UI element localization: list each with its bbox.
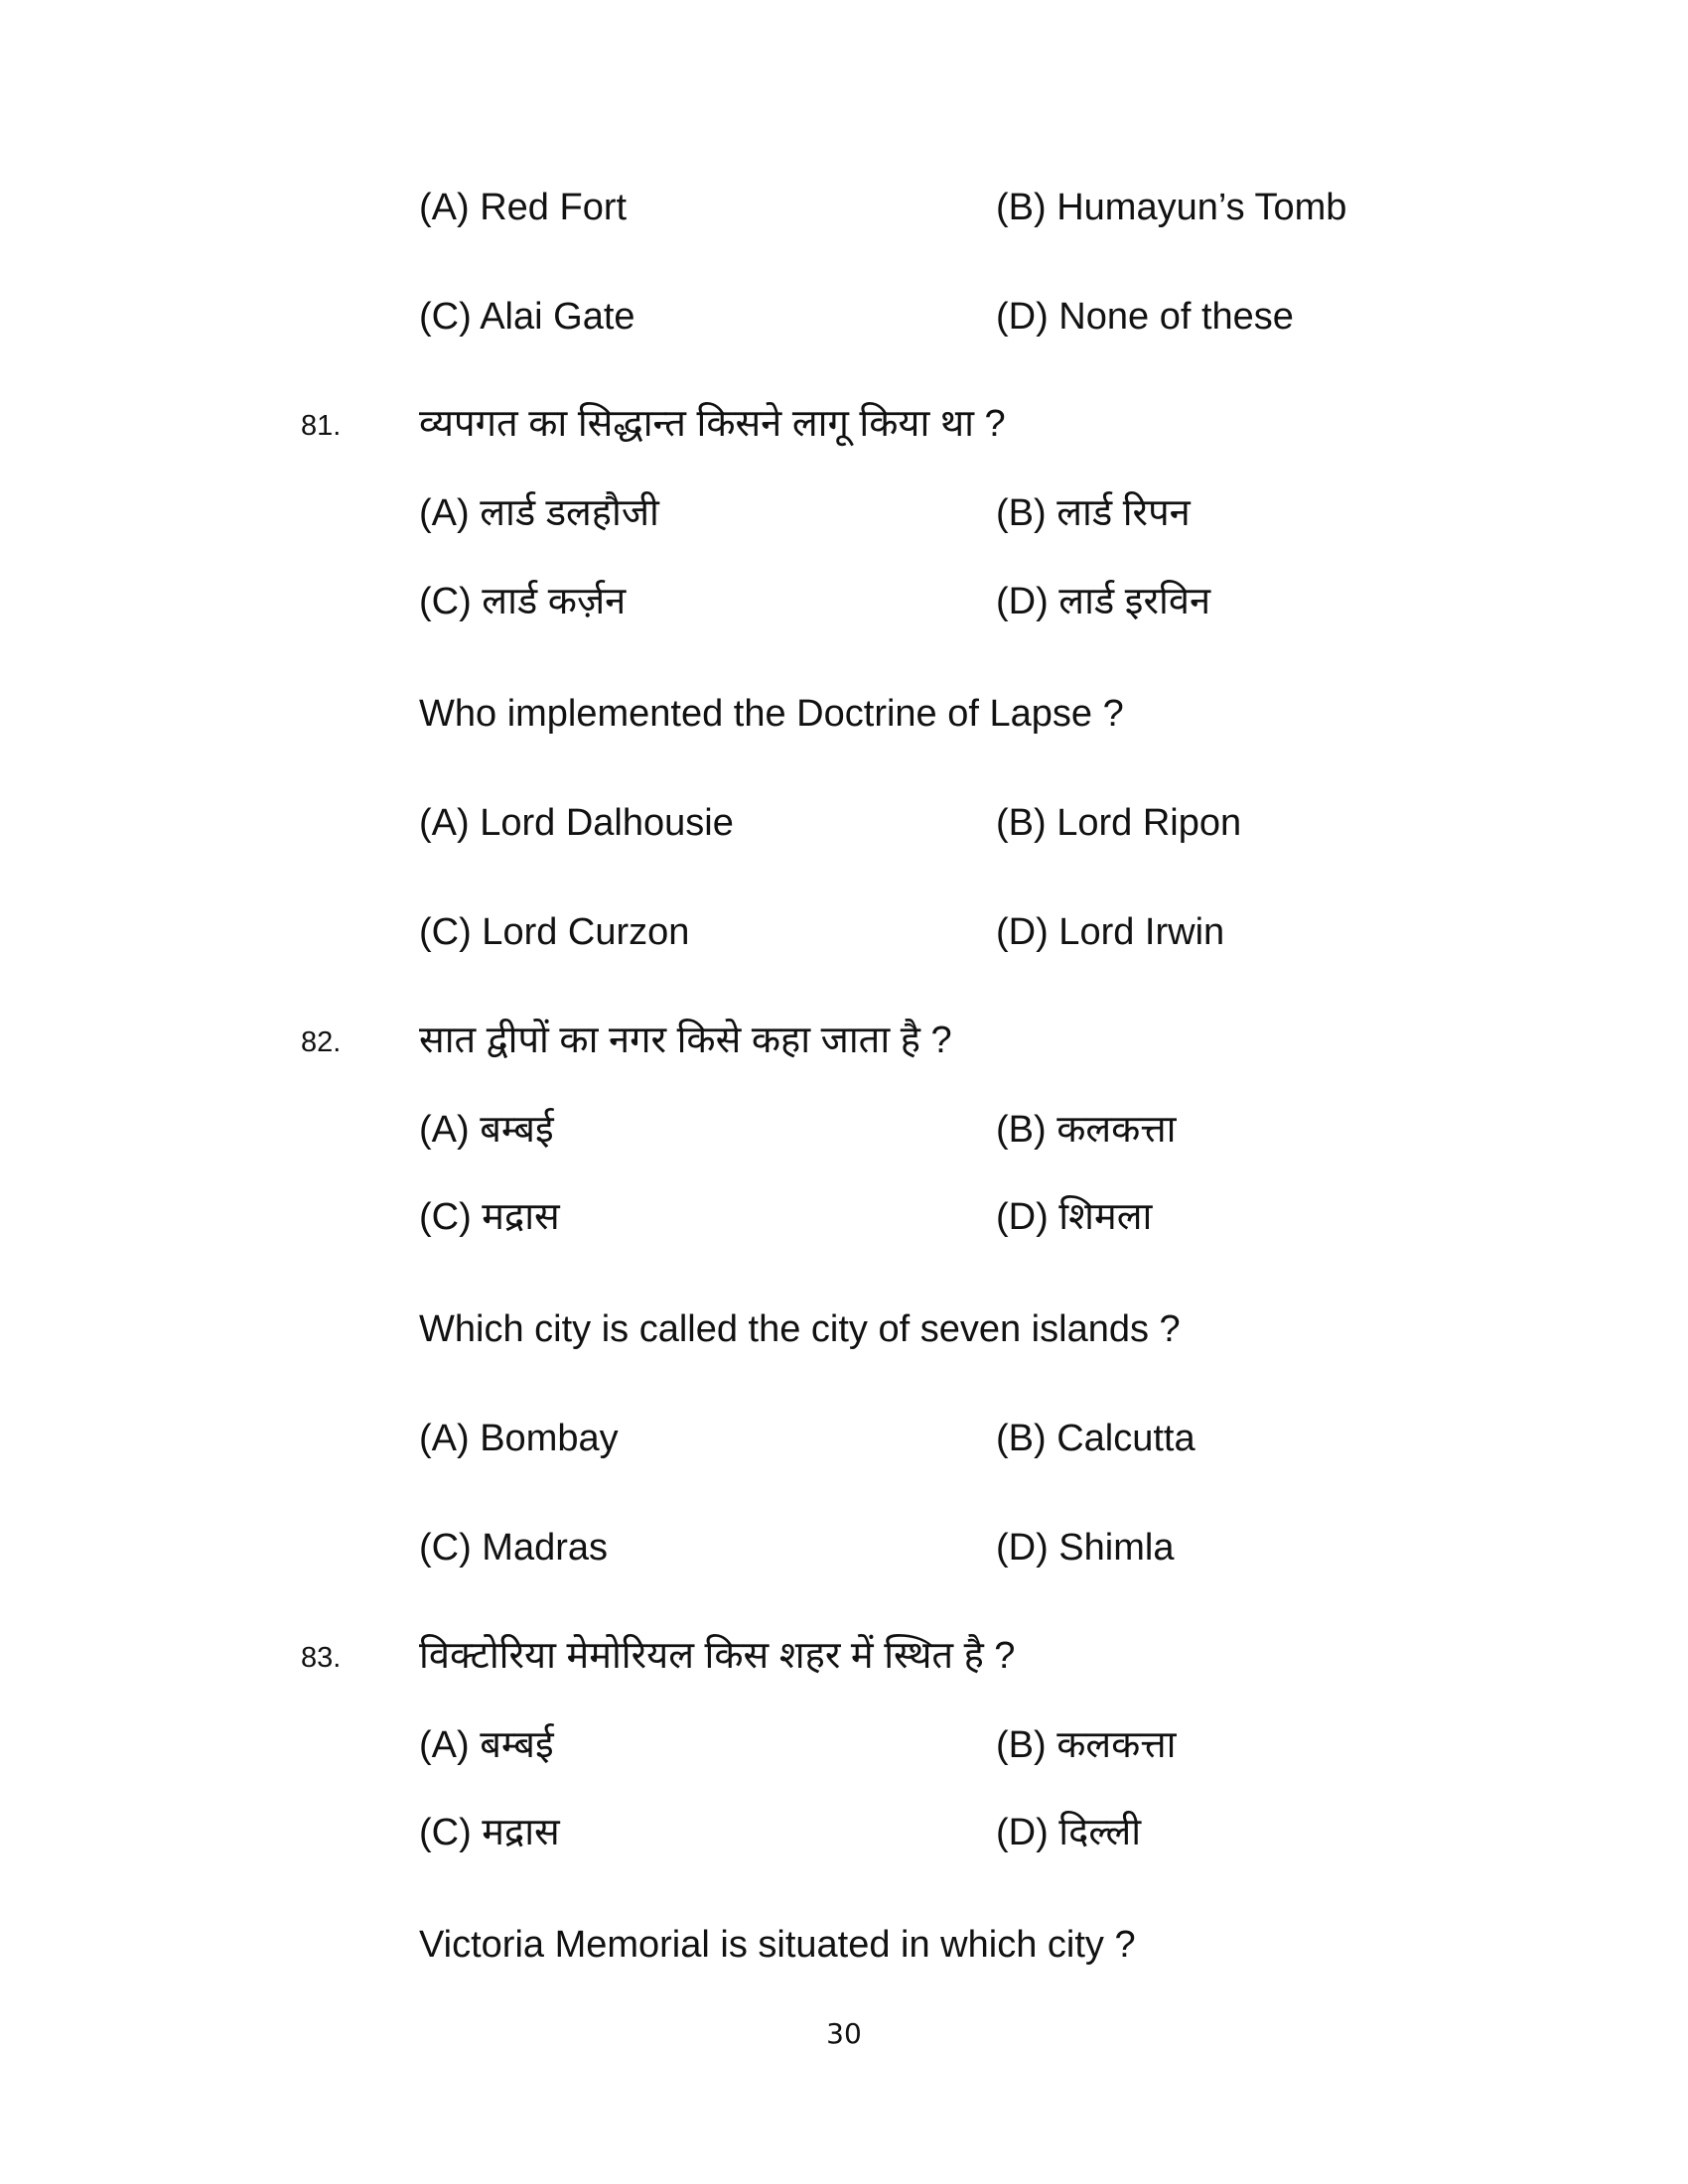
question-81-hindi-text: व्यपगत का सिद्धान्त किसने लागू किया था ? [419, 403, 1006, 445]
question-83-hindi-option-d: (D) दिल्ली [996, 1812, 1142, 1853]
question-81-hindi-option-d: (D) लार्ड इरविन [996, 581, 1211, 622]
prev-option-b: (B) Humayun’s Tomb [996, 187, 1347, 228]
prev-option-d: (D) None of these [996, 296, 1294, 338]
page-number: 30 [826, 2017, 862, 2050]
question-83-english-text: Victoria Memorial is situated in which city ? [419, 1924, 1136, 1966]
question-82-english-option-d: (D) Shimla [996, 1527, 1175, 1569]
question-83-number: 83. [301, 1642, 342, 1674]
question-82-hindi-option-a: (A) बम्बई [419, 1109, 554, 1151]
question-82-number: 82. [301, 1026, 342, 1058]
question-82-english-option-a: (A) Bombay [419, 1418, 619, 1459]
question-81-number: 81. [301, 410, 342, 442]
question-81-english-option-b: (B) Lord Ripon [996, 802, 1242, 844]
question-81-english-option-d: (D) Lord Irwin [996, 911, 1225, 953]
question-82-hindi-option-c: (C) मद्रास [419, 1196, 560, 1238]
question-81-hindi-option-c: (C) लार्ड कर्ज़न [419, 581, 627, 622]
question-83-hindi-option-a: (A) बम्बई [419, 1724, 554, 1766]
question-81-hindi-option-b: (B) लार्ड रिपन [996, 492, 1191, 534]
question-81-english-option-c: (C) Lord Curzon [419, 911, 690, 953]
question-83-hindi-option-c: (C) मद्रास [419, 1812, 560, 1853]
question-82-english-option-b: (B) Calcutta [996, 1418, 1196, 1459]
question-82-hindi-text: सात द्वीपों का नगर किसे कहा जाता है ? [419, 1020, 952, 1061]
question-83-hindi-option-b: (B) कलकत्ता [996, 1724, 1177, 1766]
prev-option-c: (C) Alai Gate [419, 296, 635, 338]
question-81-english-option-a: (A) Lord Dalhousie [419, 802, 734, 844]
question-82-hindi-option-b: (B) कलकत्ता [996, 1109, 1177, 1151]
question-82-english-option-c: (C) Madras [419, 1527, 609, 1569]
question-82-english-text: Which city is called the city of seven islands ? [419, 1308, 1181, 1350]
question-82-hindi-option-d: (D) शिमला [996, 1196, 1153, 1238]
question-81-english-text: Who implemented the Doctrine of Lapse ? [419, 693, 1124, 735]
prev-option-a: (A) Red Fort [419, 187, 628, 228]
question-83-hindi-text: विक्टोरिया मेमोरियल किस शहर में स्थित है ? [419, 1635, 1016, 1677]
question-81-hindi-option-a: (A) लार्ड डलहौजी [419, 492, 659, 534]
